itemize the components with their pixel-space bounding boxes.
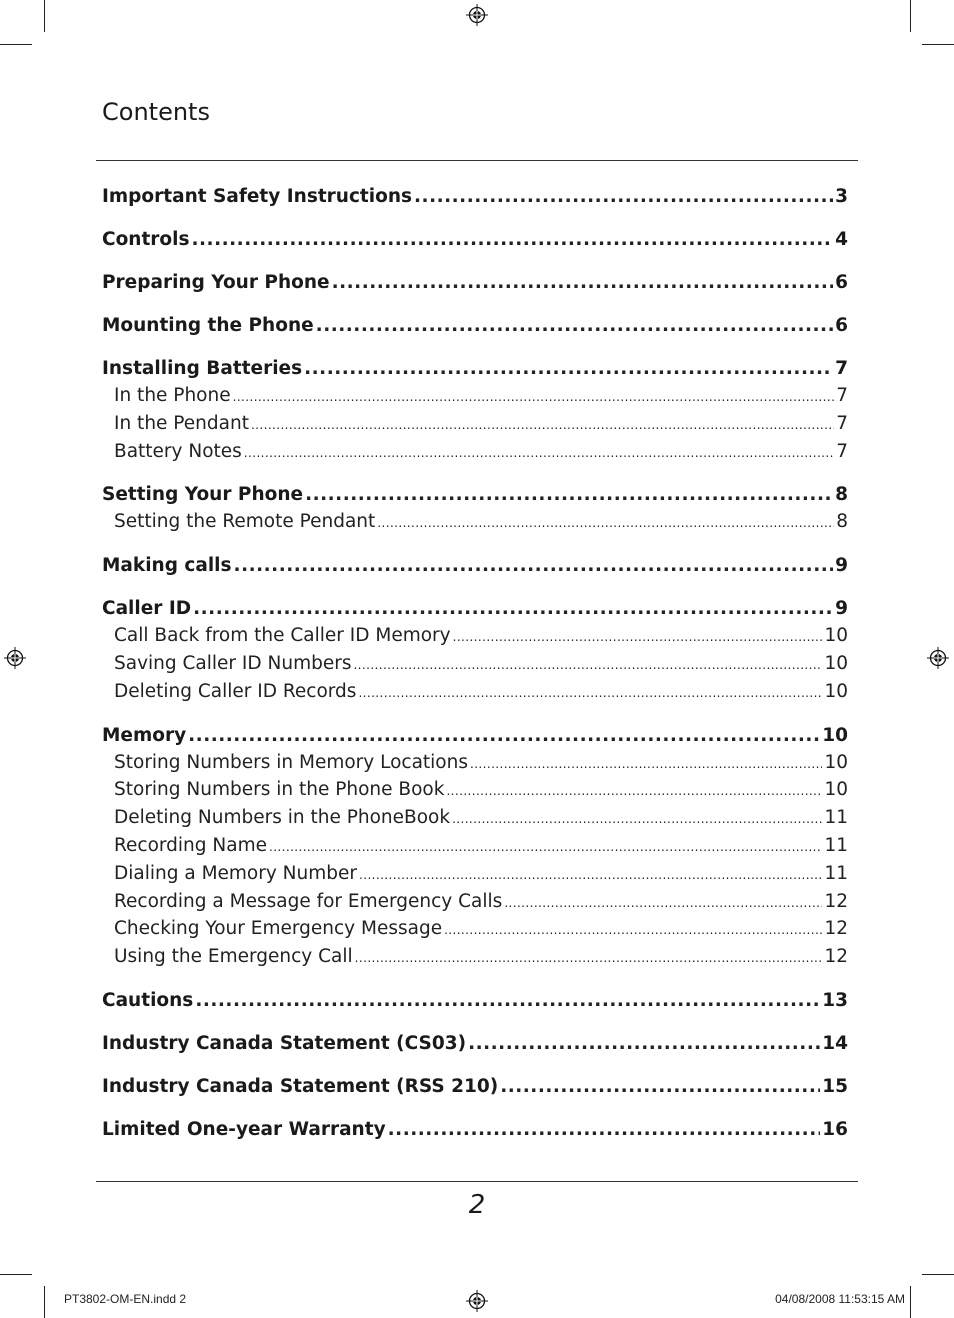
dot-leader — [234, 555, 834, 576]
toc-subentry — [102, 653, 848, 681]
toc-subentry-page: 11 — [824, 834, 848, 856]
toc-entry-title: Memory — [102, 724, 187, 746]
toc-subentry-page: 10 — [824, 625, 848, 647]
crop-mark — [0, 44, 32, 45]
toc-subentry-page: 7 — [836, 440, 848, 462]
toc-section — [102, 315, 848, 342]
slug-file-name: PT3802-OM-EN.indd 2 — [64, 1292, 187, 1306]
toc-entry-title: Installing Batteries — [102, 358, 303, 379]
page-title: Contents — [102, 98, 210, 126]
dot-leader — [332, 272, 834, 293]
dot-leader — [305, 484, 833, 505]
toc-entry — [102, 272, 848, 299]
toc-subentry-page: 12 — [824, 918, 848, 940]
toc-entry-page: 14 — [822, 1032, 848, 1054]
toc-entry-title: Controls — [102, 229, 190, 250]
toc-section — [102, 725, 848, 974]
dot-leader — [468, 1033, 820, 1054]
dot-leader — [353, 658, 822, 672]
toc-entry-title: Industry Canada Statement (CS03) — [102, 1032, 467, 1054]
dot-leader — [452, 812, 822, 826]
toc-entry — [102, 229, 848, 256]
dot-leader — [359, 868, 822, 882]
toc-section — [102, 990, 848, 1017]
toc-section — [102, 484, 848, 539]
toc-subentry — [102, 891, 848, 919]
toc-section — [102, 358, 848, 468]
toc-subentry-title: In the Phone — [114, 385, 231, 406]
crop-mark — [910, 1286, 911, 1318]
toc-entry — [102, 315, 848, 342]
toc-subentry-title: In the Pendant — [114, 412, 249, 434]
toc-entry — [102, 1119, 848, 1146]
toc-entry-page: 7 — [835, 358, 848, 379]
toc-entry-title: Making calls — [102, 555, 232, 577]
toc-section — [102, 1033, 848, 1060]
toc-subentry-title: Deleting Caller ID Records — [114, 680, 357, 702]
toc-subentry-title: Recording a Message for Emergency Calls — [114, 890, 503, 912]
registration-mark-icon — [4, 647, 26, 669]
dot-leader — [195, 990, 820, 1011]
toc-subentry-title: Deleting Numbers in the PhoneBook — [114, 807, 451, 829]
toc-subentry — [102, 625, 848, 653]
toc-subentry-page: 12 — [824, 946, 848, 968]
toc-subentry-page: 10 — [824, 652, 848, 674]
toc-subentry-page: 10 — [824, 680, 848, 702]
page-number: 2 — [468, 1190, 486, 1220]
toc-entry-title: Caller ID — [102, 598, 192, 620]
dot-leader — [304, 358, 833, 379]
toc-entry-page: 16 — [822, 1118, 848, 1140]
dot-leader — [377, 516, 834, 530]
toc-entry-page: 15 — [822, 1075, 848, 1097]
toc-subentry-title: Recording Name — [114, 834, 267, 856]
toc-subentry-title: Storing Numbers in Memory Locations — [114, 751, 468, 773]
toc-subentry-title: Using the Emergency Call — [114, 946, 353, 968]
toc-section — [102, 1076, 848, 1103]
toc-subentry-page: 11 — [824, 862, 848, 884]
toc-subentry-page: 11 — [824, 807, 848, 829]
toc-subentry-title: Battery Notes — [114, 440, 242, 462]
toc-subentry — [102, 946, 848, 974]
crop-mark — [44, 1286, 45, 1318]
divider — [96, 1181, 858, 1182]
toc-entry-page: 6 — [835, 272, 848, 293]
registration-mark-icon — [466, 4, 488, 26]
crop-mark — [922, 44, 954, 45]
toc-subentry-title: Storing Numbers in the Phone Book — [114, 779, 445, 801]
dot-leader — [233, 390, 835, 404]
toc-entry-title: Mounting the Phone — [102, 315, 314, 336]
dot-leader — [470, 757, 822, 771]
dot-leader — [358, 686, 822, 700]
toc-section — [102, 598, 848, 708]
toc-entry — [102, 1033, 848, 1060]
dot-leader — [192, 229, 834, 250]
toc-subentry — [102, 441, 848, 469]
toc-subentry — [102, 807, 848, 835]
toc-entry-page: 4 — [835, 229, 848, 250]
toc-subentry — [102, 752, 848, 780]
divider — [96, 160, 858, 161]
toc-subentry — [102, 681, 848, 709]
toc-entry-title: Cautions — [102, 989, 194, 1011]
dot-leader — [388, 1119, 821, 1140]
toc-section — [102, 186, 848, 213]
toc-subentry — [102, 779, 848, 807]
registration-mark-icon — [466, 1290, 488, 1312]
dot-leader — [269, 840, 822, 854]
toc-subentry-page: 7 — [836, 412, 848, 434]
dot-leader — [504, 896, 822, 910]
toc-entry-title: Preparing Your Phone — [102, 272, 330, 293]
toc-section — [102, 555, 848, 582]
toc-subentry-title: Dialing a Memory Number — [114, 862, 358, 884]
crop-mark — [44, 0, 45, 32]
slug-timestamp: 04/08/2008 11:53:15 AM — [775, 1292, 905, 1306]
registration-mark-icon — [927, 647, 949, 669]
toc-subentry — [102, 835, 848, 863]
toc-entry — [102, 1076, 848, 1103]
toc-subentry-page: 8 — [836, 511, 848, 533]
toc-entry-page: 8 — [835, 484, 848, 506]
table-of-contents — [102, 186, 848, 1162]
crop-mark — [0, 1274, 32, 1275]
toc-subentry-page: 10 — [824, 779, 848, 801]
toc-entry — [102, 725, 848, 752]
toc-section — [102, 229, 848, 256]
dot-leader — [500, 1076, 820, 1097]
toc-subentry-title: Saving Caller ID Numbers — [114, 652, 352, 674]
toc-entry-title: Important Safety Instructions — [102, 186, 413, 207]
dot-leader — [244, 446, 834, 460]
toc-subentry-title: Setting the Remote Pendant — [114, 511, 376, 533]
toc-entry-page: 9 — [835, 598, 848, 620]
dot-leader — [453, 630, 823, 644]
dot-leader — [188, 725, 820, 746]
toc-subentry-page: 12 — [824, 890, 848, 912]
toc-entry — [102, 555, 848, 582]
toc-entry-title: Limited One-year Warranty — [102, 1118, 386, 1140]
toc-subentry-page: 7 — [836, 385, 848, 406]
toc-subentry — [102, 863, 848, 891]
dot-leader — [355, 951, 823, 965]
toc-subentry — [102, 385, 848, 413]
toc-subentry — [102, 511, 848, 539]
crop-mark — [922, 1274, 954, 1275]
toc-entry — [102, 990, 848, 1017]
toc-entry — [102, 358, 848, 385]
toc-subentry-page: 10 — [824, 751, 848, 773]
toc-entry — [102, 186, 848, 213]
toc-entry — [102, 484, 848, 511]
toc-subentry — [102, 918, 848, 946]
toc-section — [102, 272, 848, 299]
dot-leader — [414, 186, 833, 207]
toc-entry-title: Industry Canada Statement (RSS 210) — [102, 1075, 499, 1097]
toc-entry-page: 6 — [835, 315, 848, 336]
dot-leader — [446, 784, 822, 798]
toc-entry-page: 10 — [822, 724, 848, 746]
toc-entry-page: 9 — [835, 555, 848, 577]
dot-leader — [193, 598, 833, 619]
dot-leader — [251, 418, 834, 432]
toc-entry-page: 13 — [822, 989, 848, 1011]
toc-subentry-title: Checking Your Emergency Message — [114, 918, 443, 940]
toc-entry-title: Setting Your Phone — [102, 484, 304, 506]
toc-section — [102, 1119, 848, 1146]
toc-entry-page: 3 — [835, 186, 848, 207]
toc-entry — [102, 598, 848, 625]
toc-subentry — [102, 413, 848, 441]
toc-subentry-title: Call Back from the Caller ID Memory — [114, 625, 451, 647]
crop-mark — [910, 0, 911, 32]
dot-leader — [316, 315, 833, 336]
dot-leader — [444, 923, 822, 937]
